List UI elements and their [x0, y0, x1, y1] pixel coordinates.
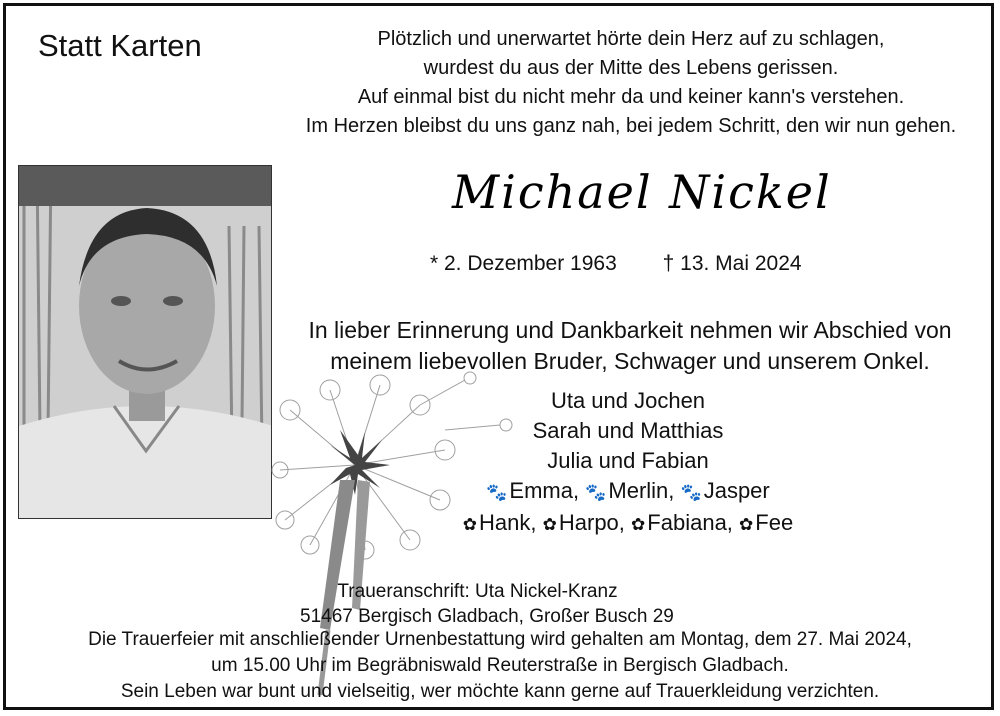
flower-icon: ✿ — [739, 515, 754, 534]
flower-icon: ✿ — [462, 515, 478, 534]
poem-line: Im Herzen bleibst du uns ganz nah, bei jedem Schritt, den wir nun gehen. — [305, 115, 957, 137]
poem-line: Auf einmal bist du nicht mehr da und keiner kann's verstehen. — [357, 86, 905, 108]
pets-row — [400, 476, 856, 508]
farewell-line: In lieber Erinnerung und Dankbarkeit nehmen wir Abschied von — [308, 317, 952, 343]
paw-icon: 🐾 — [585, 483, 607, 502]
poem — [268, 25, 994, 141]
mourner-couple: Julia und Fabian — [547, 448, 709, 473]
pet-name: Harpo, — [558, 510, 625, 535]
portrait-photo — [18, 165, 272, 519]
address-line: Traueranschrift: Uta Nickel-Kranz — [337, 581, 618, 602]
mourner-couple: Sarah und Matthias — [532, 418, 724, 443]
pet-name: Fabiana, — [647, 510, 733, 535]
paw-icon: 🐾 — [680, 483, 702, 502]
ceremony-info — [10, 627, 990, 705]
farewell-text — [280, 315, 980, 377]
ceremony-line: Die Trauerfeier mit anschließender Urnenbestattung wird gehalten am Montag, dem 27. Mai 2024, — [88, 629, 912, 650]
poem-line: wurdest du aus der Mitte des Lebens gerissen. — [423, 57, 839, 79]
flower-icon: ✿ — [631, 515, 646, 534]
pet-name: Jasper — [703, 478, 770, 503]
ceremony-line: um 15.00 Uhr im Begräbniswald Reuterstraße in Bergisch Gladbach. — [211, 655, 789, 676]
mourner-couple: Uta und Jochen — [550, 388, 706, 413]
pet-name: Emma, — [509, 478, 580, 503]
statt-karten-label: Statt Karten — [38, 28, 202, 63]
pet-name: Hank, — [479, 510, 537, 535]
mourning-address — [300, 579, 674, 629]
pet-name: Merlin, — [608, 478, 675, 503]
life-dates — [430, 252, 802, 276]
deceased-name: Michael Nickel — [452, 165, 832, 219]
farewell-line: meinem liebevollen Bruder, Schwager und unserem Onkel. — [330, 348, 930, 374]
paw-icon: 🐾 — [486, 483, 508, 502]
ceremony-line: Sein Leben war bunt und vielseitig, wer möchte kann gerne auf Trauerkleidung verzichten. — [120, 681, 880, 702]
pets-row — [400, 508, 856, 540]
flower-icon: ✿ — [542, 515, 557, 534]
pet-name: Fee — [755, 510, 794, 535]
birth-date: * 2. Dezember 1963 — [430, 252, 617, 275]
poem-line: Plötzlich und unerwartet hörte dein Herz auf zu schlagen, — [377, 28, 885, 50]
mourners-list — [400, 386, 856, 540]
address-line: 51467 Bergisch Gladbach, Großer Busch 29 — [300, 606, 674, 627]
death-date: † 13. Mai 2024 — [662, 252, 802, 275]
